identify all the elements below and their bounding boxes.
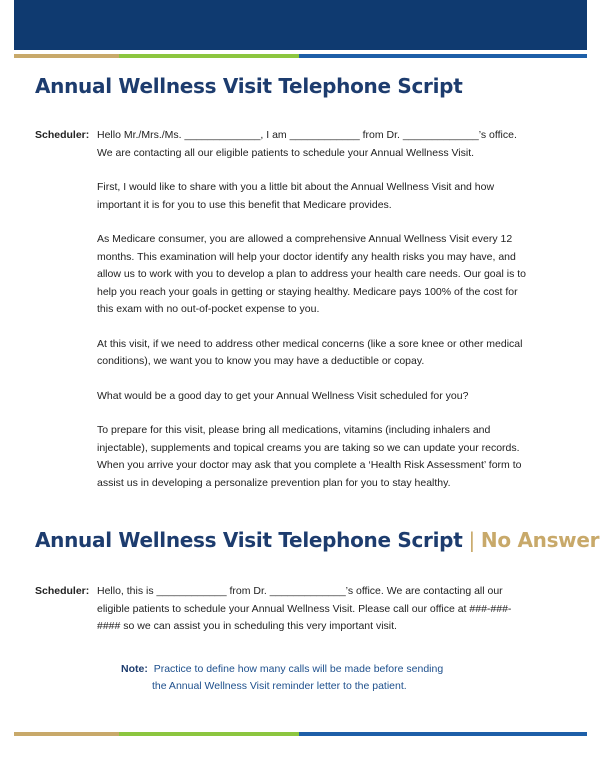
note-line-2: the Annual Wellness Visit reminder letter to the patient. — [152, 680, 407, 692]
script-paragraph: At this visit, if we need to address other medical concerns (like a sore knee or other medical conditions), we want you to know you may have a deductible or copay. — [97, 337, 523, 367]
note — [121, 661, 501, 695]
note-line-1: Practice to define how many calls will be made before sending — [153, 663, 444, 675]
note-label: Note: — [121, 663, 148, 675]
script-paragraph: As Medicare consumer, you are allowed a comprehensive Annual Wellness Visit every 12 months. This examination will help your doctor identify any health risks you may have, and allow us to work with you to develop a plan to address your health care needs. Our goal is to help you reach your goals in getting or staying healthy. Medicare pays 100% of the cost for this exam with no out-of-pocket expense to you. — [97, 233, 526, 315]
header-stripe-blue — [299, 54, 587, 58]
title-separator: | — [468, 528, 475, 552]
script-paragraph: Hello Mr./Mrs./Ms. _____________, I am ____________ from Dr. _____________’s office. We are contacting all our eligible patients to schedule your Annual Wellness Visit. — [97, 129, 517, 159]
script-body — [97, 127, 527, 492]
footer-stripe-green — [119, 732, 299, 736]
script-paragraph: To prepare for this visit, please bring all medications, vitamins (including inhalers and injectable), supplements and topical creams you are taking so we can update your records. When you arrive your doctor may ask that you complete a ‘Health Risk Assessment’ form to assist us in developing a personalize prevention plan for you to stay healthy. — [97, 424, 522, 489]
script-paragraph: What would be a good day to get your Annual Wellness Visit scheduled for you? — [97, 389, 469, 402]
footer-stripe-blue — [299, 732, 587, 736]
scheduler-label: Scheduler: — [35, 129, 90, 141]
header-stripe-green — [119, 54, 299, 58]
header-stripe-gold — [14, 54, 119, 58]
no-answer-subtitle: No Answer — [480, 528, 600, 552]
script-paragraph: First, I would like to share with you a little bit about the Annual Wellness Visit and how important it is for you to use this benefit that Medicare provides. — [97, 181, 495, 211]
no-answer-title — [35, 528, 599, 552]
footer-stripe-gold — [14, 732, 119, 736]
no-answer-paragraph: Hello, this is ____________ from Dr. _____________’s office. We are contacting all our eligible patients to schedule your Annual Wellness Visit. Please call our office at ###-###-#### so we can assist you in scheduling this very important visit. — [97, 585, 512, 632]
page-title: Annual Wellness Visit Telephone Script — [35, 74, 463, 98]
no-answer-scheduler-label: Scheduler: — [35, 585, 90, 597]
no-answer-body — [97, 583, 527, 636]
no-answer-title-text: Annual Wellness Visit Telephone Script — [35, 528, 463, 552]
header-bar — [14, 0, 587, 50]
